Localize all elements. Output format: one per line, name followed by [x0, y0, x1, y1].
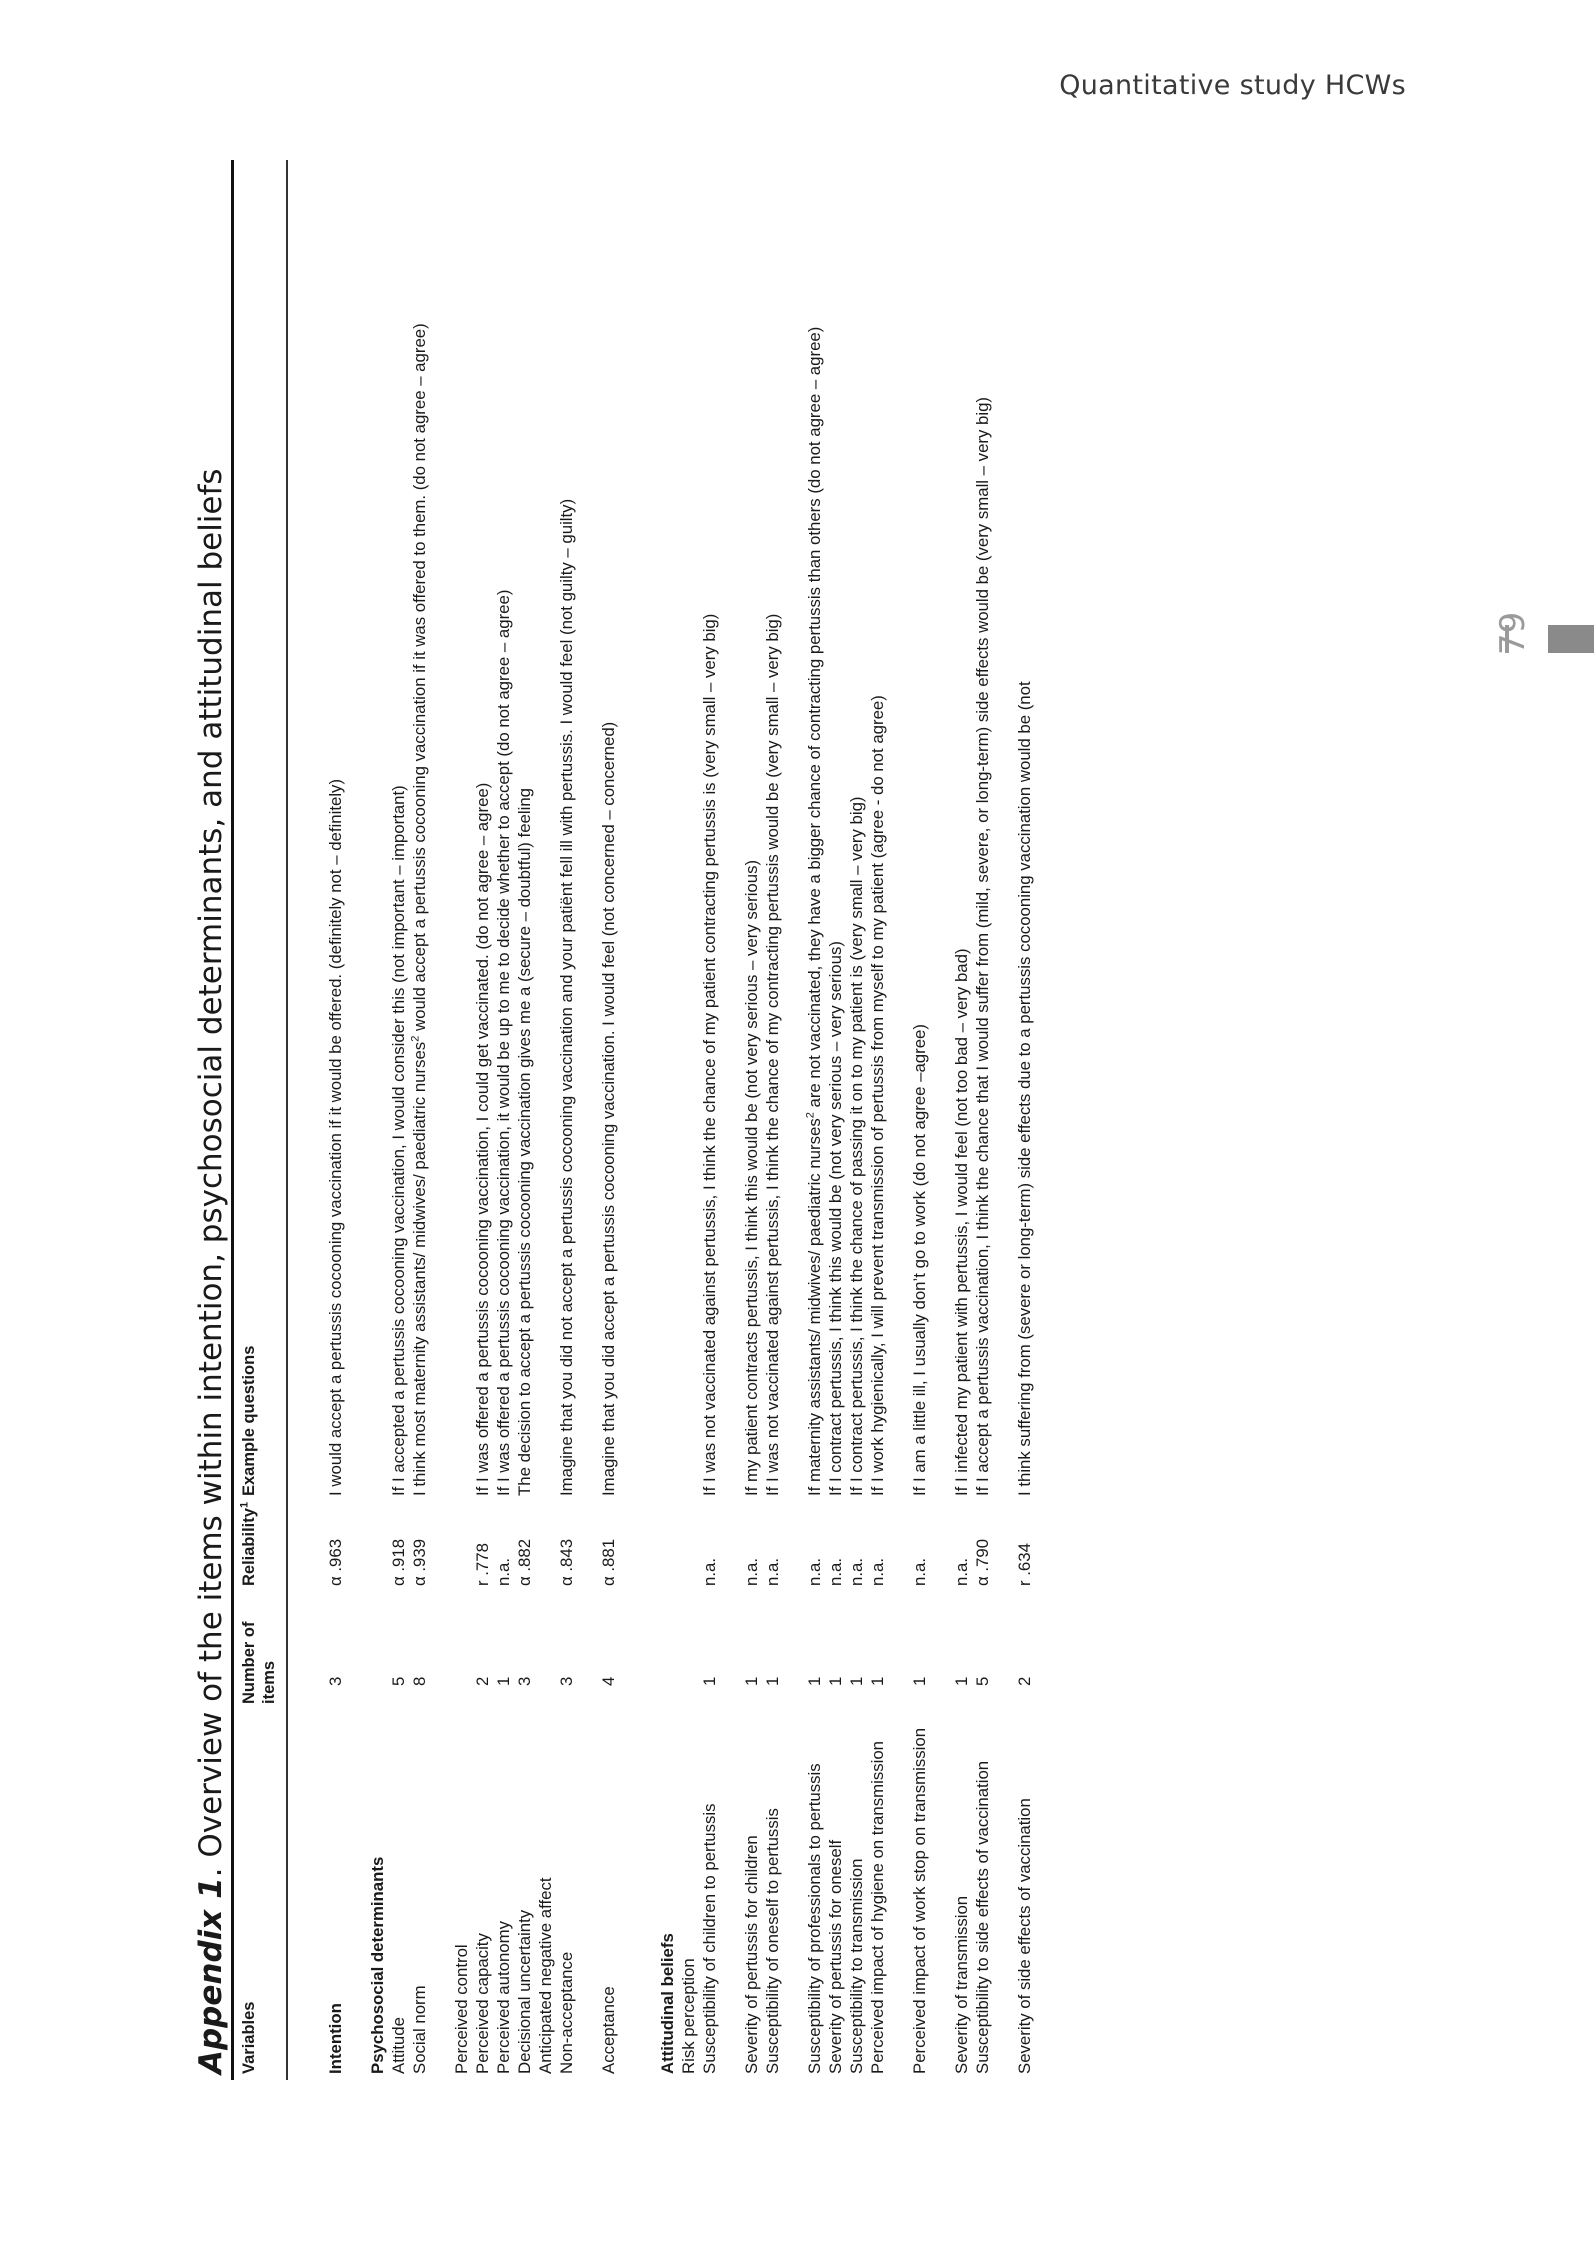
row-subgroup: Risk perception: [679, 1958, 698, 2074]
spacer-row: [346, 160, 367, 2080]
row-reliability: α .790: [973, 1538, 992, 1586]
row-reliability: r .778: [473, 1543, 492, 1586]
row-reliability: [535, 1502, 556, 1592]
row-items: 3: [326, 1676, 345, 1686]
row-variable: Severity of pertussis for children: [742, 1835, 761, 2074]
spacer-row: [619, 160, 657, 2080]
row-question: If I was offered a pertussis cocooning vaccination, I could get vaccinated. (do not agree – agree): [473, 782, 492, 1496]
row-reliability: n.a.: [494, 1558, 513, 1586]
row-variable: Severity of transmission: [952, 1895, 971, 2074]
table-row: [556, 160, 577, 2080]
row-variable: Severity of side effects of vaccination: [1015, 1798, 1034, 2074]
row-variable: Susceptibility of oneself to pertussis: [763, 1808, 782, 2074]
row-question: If I am a little ill, I usually don’t go to work (do not agree –agree): [910, 1024, 929, 1496]
row-items: 1: [494, 1676, 513, 1686]
row-question: [678, 160, 699, 1502]
row-variable: Perceived impact of hygiene on transmission: [868, 1741, 887, 2074]
table-row: [678, 160, 699, 2080]
table-row: [846, 160, 867, 2080]
spacer-row: [720, 160, 741, 2080]
row-reliability: [367, 1502, 388, 1592]
row-reliability: α .843: [557, 1538, 576, 1586]
row-items: 8: [410, 1676, 429, 1686]
row-variable: Attitude: [389, 2017, 408, 2074]
row-items: 1: [805, 1676, 824, 1686]
row-variable: Perceived autonomy: [494, 1921, 513, 2074]
row-items: 3: [557, 1676, 576, 1686]
table-row: [598, 160, 619, 2080]
row-variable: Perceived impact of work stop on transmission: [910, 1727, 929, 2074]
table-row: [493, 160, 514, 2080]
table-top-rule: [231, 160, 234, 2080]
row-variable: Non-acceptance: [557, 1951, 576, 2074]
row-reliability: α .963: [326, 1538, 345, 1586]
row-section-heading: Attitudinal beliefs: [658, 1933, 677, 2074]
row-question: If I accept a pertussis vaccination, I think the chance that I would suffer from (mild, severe, or long-term) side effects would be (very small – very big): [973, 396, 992, 1496]
row-question: If I was not vaccinated against pertussis, I think the chance of my contracting pertussis would be (very small – very big): [763, 613, 782, 1496]
row-items: 5: [389, 1676, 408, 1686]
row-items: 5: [973, 1676, 992, 1686]
spacer-row: [930, 160, 951, 2080]
row-question: [804, 160, 825, 1502]
spacer-row: [888, 160, 909, 2080]
row-items: 1: [742, 1676, 761, 1686]
table-row: [514, 160, 535, 2080]
row-reliability: n.a.: [952, 1558, 971, 1586]
row-question: [535, 160, 556, 1502]
row-question: If my patient contracts pertussis, I think this would be (not very serious – very serious): [742, 859, 761, 1496]
row-items: 1: [826, 1676, 845, 1686]
table-row: [451, 160, 472, 2080]
table-row: [657, 160, 678, 2080]
header-example-questions: Example questions: [240, 1345, 258, 1496]
spacer-row: [430, 160, 451, 2080]
row-question: If I contract pertussis, I think this would be (not very serious – very serious): [826, 941, 845, 1496]
row-reliability: [657, 1502, 678, 1592]
row-reliability: α .939: [410, 1538, 429, 1586]
row-variable: Social norm: [410, 1985, 429, 2074]
question-text: I think most maternity assistants/ midwives/ paediatric nurses: [410, 1041, 429, 1496]
row-items: [367, 1592, 388, 1710]
row-variable: Perceived capacity: [473, 1933, 492, 2074]
row-reliability: [678, 1502, 699, 1592]
row-subgroup: Perceived control: [452, 1944, 471, 2074]
row-question: Imagine that you did accept a pertussis cocooning vaccination. I would feel (not concerned – concerned): [599, 721, 618, 1496]
running-header: Quantitative study HCWs: [1059, 70, 1406, 101]
question-text: would accept a pertussis cocooning vaccination if it was offered to them. (do not agree – agree): [410, 323, 429, 1036]
row-items: 1: [700, 1676, 719, 1686]
row-reliability: α .882: [515, 1538, 534, 1586]
chapter-tab: [1548, 625, 1594, 653]
footnote-marker: 2: [409, 1035, 422, 1042]
header-reliability-label: Reliability: [240, 1508, 258, 1586]
table-row: [472, 160, 493, 2080]
header-variables: Variables: [240, 2001, 258, 2074]
question-text: are not vaccinated, they have a bigger chance of contracting pertussis than others (do not agree – agree): [805, 326, 824, 1113]
row-items: 1: [763, 1676, 782, 1686]
row-question: I think suffering from (severe or long-term) side effects due to a pertussis cocooning vaccination would be (not: [1015, 681, 1034, 1496]
row-items: 1: [868, 1676, 887, 1686]
row-variable: Intention: [326, 2003, 345, 2074]
row-question: [657, 160, 678, 1502]
table-row: [972, 160, 993, 2080]
header-reliability-footnote: 1: [238, 1501, 251, 1509]
row-question: Imagine that you did not accept a pertussis cocooning vaccination and your patiënt fell ill with pertussis. I would feel (not guilty – guilty): [557, 498, 576, 1496]
row-items: [678, 1592, 699, 1710]
row-items: 1: [952, 1676, 971, 1686]
rotated-table-block: [185, 160, 1375, 2080]
row-question: I would accept a pertussis cocooning vaccination if it would be offered. (definitely not – definitely): [326, 778, 345, 1496]
row-question: If I accepted a pertussis cocooning vaccination, I would consider this (not important – important): [389, 785, 408, 1496]
table-row: [804, 160, 825, 2080]
row-question: [409, 160, 430, 1502]
spacer-row: [783, 160, 804, 2080]
row-section-heading: Psychosocial determinants: [368, 1856, 387, 2074]
row-variable: Susceptibility of children to pertussis: [700, 1803, 719, 2074]
row-subgroup: Anticipated negative affect: [536, 1877, 555, 2074]
spacer-row: [287, 160, 325, 2080]
row-reliability: r .634: [1015, 1543, 1034, 1586]
table-row: [867, 160, 888, 2080]
row-question: If I work hygienically, I will prevent transmission of pertussis from myself to my patient (agree - do not agree): [868, 695, 887, 1496]
table-row: [409, 160, 430, 2080]
row-reliability: n.a.: [763, 1558, 782, 1586]
header-number-of-items: Number of items: [240, 1621, 278, 1704]
appendix-table: [237, 160, 1035, 2080]
question-text: If maternity assistants/ midwives/ paediatric nurses: [805, 1118, 824, 1496]
row-question: If I infected my patient with pertussis, I would feel (not too bad – very bad): [952, 948, 971, 1496]
row-question: [367, 160, 388, 1502]
row-reliability: n.a.: [868, 1558, 887, 1586]
row-reliability: n.a.: [805, 1558, 824, 1586]
row-reliability: n.a.: [826, 1558, 845, 1586]
table-header-row: [237, 160, 287, 2080]
table-row: [367, 160, 388, 2080]
row-question: [451, 160, 472, 1502]
page-number: 79: [1493, 611, 1533, 655]
row-reliability: n.a.: [910, 1558, 929, 1586]
row-question: If I contract pertussis, I think the chance of passing it on to my patient is (very small – very big): [847, 796, 866, 1496]
row-items: 1: [910, 1676, 929, 1686]
caption-label: Appendix 1: [193, 1877, 229, 2074]
row-items: 2: [1015, 1676, 1034, 1686]
table-row: [762, 160, 783, 2080]
table-row: [1014, 160, 1035, 2080]
footnote-marker: 2: [804, 1112, 817, 1119]
row-items: [451, 1592, 472, 1710]
table-row: [535, 160, 556, 2080]
row-reliability: n.a.: [847, 1558, 866, 1586]
row-items: [657, 1592, 678, 1710]
row-items: 3: [515, 1676, 534, 1686]
row-items: 4: [599, 1676, 618, 1686]
caption-text: . Overview of the items within intention, psychosocial determinants, and attitudinal beliefs: [193, 468, 229, 1878]
table-caption: [193, 468, 229, 2074]
row-question: If I was not vaccinated against pertussis, I think the chance of my patient contracting pertussis is (very small – very big): [700, 613, 719, 1496]
header-reliability: [237, 1502, 287, 1592]
row-variable: Susceptibility of professionals to pertussis: [805, 1763, 824, 2074]
table-row: [951, 160, 972, 2080]
row-reliability: [451, 1502, 472, 1592]
row-items: 1: [847, 1676, 866, 1686]
row-reliability: α .881: [599, 1538, 618, 1586]
table-row: [741, 160, 762, 2080]
row-reliability: α .918: [389, 1538, 408, 1586]
row-variable: Susceptibility to transmission: [847, 1858, 866, 2074]
spacer-row: [993, 160, 1014, 2080]
spacer-row: [577, 160, 598, 2080]
table-row: [909, 160, 930, 2080]
row-reliability: n.a.: [742, 1558, 761, 1586]
table-row: [699, 160, 720, 2080]
row-variable: Acceptance: [599, 1986, 618, 2074]
row-items: [535, 1592, 556, 1710]
row-reliability: n.a.: [700, 1558, 719, 1586]
table-row: [825, 160, 846, 2080]
table-row: [388, 160, 409, 2080]
row-question: The decision to accept a pertussis cocooning vaccination gives me a (secure – doubtful) feeling: [515, 787, 534, 1496]
row-variable: Susceptibility to side effects of vaccination: [973, 1760, 992, 2074]
row-variable: Decisional uncertainty: [515, 1909, 534, 2074]
table-row: [325, 160, 346, 2080]
row-items: 2: [473, 1676, 492, 1686]
row-question: If I was offered a pertussis cocooning vaccination, it would be up to me to decide whether to accept (do not agree – agree): [494, 589, 513, 1496]
row-variable: Severity of pertussis for oneself: [826, 1839, 845, 2074]
